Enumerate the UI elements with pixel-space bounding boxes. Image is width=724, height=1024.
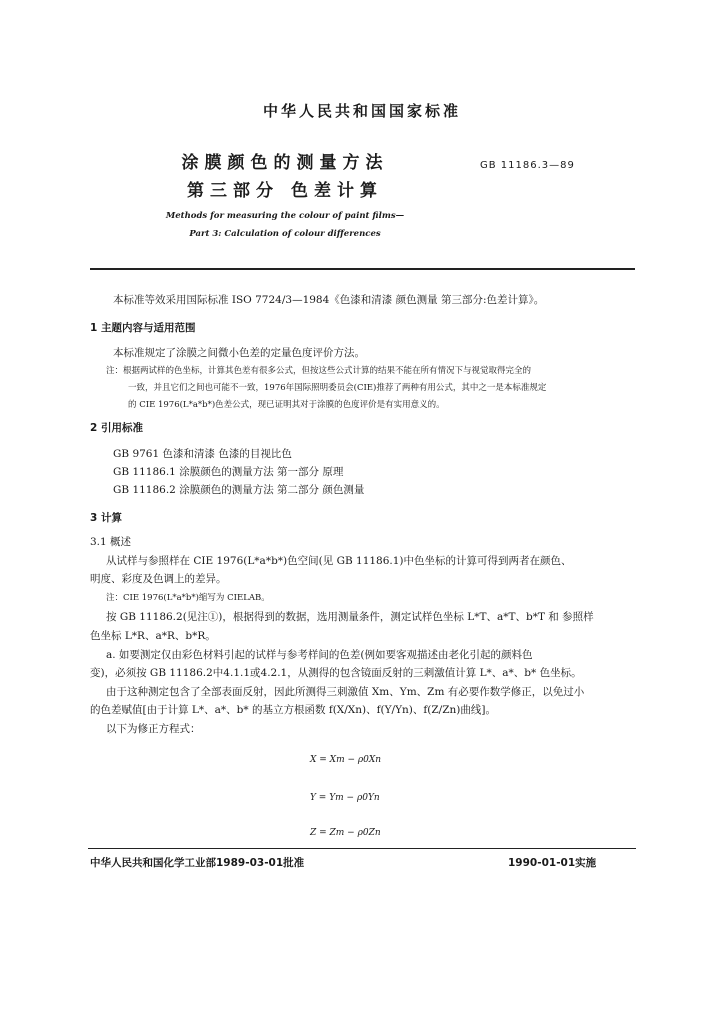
footer-divider <box>88 848 636 849</box>
section-3-p4-line1: 由于这种测定包含了全部表面反射，因此所测得三刺激值 Xm、Ym、Zm 有必要作数学修正，以免过小 <box>106 686 585 698</box>
section-3-p1-line2: 明度、彩度及色调上的差异。 <box>90 573 227 585</box>
document-title-line1: 涂膜颜色的测量方法 <box>181 153 389 173</box>
intro-paragraph: 本标准等效采用国际标准 ISO 7724/3—1984《色漆和清漆 颜色测量 第三部分:色差计算》。 <box>113 294 545 306</box>
reference-2: GB 11186.1 涂膜颜色的测量方法 第一部分 原理 <box>113 466 344 478</box>
section-1-note-line1: 注：根据两试样的色坐标，计算其色差有很多公式，但按这些公式计算的结果不能在所有情况下与视觉取得完全的 <box>106 366 532 376</box>
section-3-p1-line1: 从试样与参照样在 CIE 1976(L*a*b*)色空间(见 GB 11186.1)中色坐标的计算可得到两者在颜色、 <box>106 555 572 567</box>
header-divider <box>90 268 635 270</box>
section-3-p2-line2: 色坐标 L*R、a*R、b*R。 <box>90 630 216 642</box>
reference-1: GB 9761 色漆和清漆 色漆的目视比色 <box>113 448 292 460</box>
section-1-note-line2: 一致，并且它们之间也可能不一致，1976年国际照明委员会(CIE)推荐了两种有用公式，其中之一是本标准规定 <box>128 383 547 393</box>
english-title-line1: Methods for measuring the colour of paint films— <box>165 211 405 221</box>
formula-y: Y = Ym − ρ0Yn <box>310 793 380 803</box>
standard-number: GB 11186.3—89 <box>480 160 575 171</box>
formula-x: X = Xm − ρ0Xn <box>310 755 382 765</box>
section-3-note: 注：CIE 1976(L*a*b*)缩写为 CIELAB。 <box>106 593 270 603</box>
section-2-heading: 2 引用标准 <box>90 422 143 434</box>
section-1-text: 本标准规定了涂膜之间微小色差的定量色度评价方法。 <box>113 347 365 359</box>
footer-effective-date: 1990-01-01实施 <box>508 857 597 869</box>
section-3-heading: 3 计算 <box>90 512 122 524</box>
formula-z: Z = Zm − ρ0Zn <box>310 828 381 838</box>
section-1-heading: 1 主题内容与适用范围 <box>90 322 196 334</box>
section-3-p3-line1: a. 如要测定仅由彩色材料引起的试样与参考样间的色差(例如要客观描述由老化引起的颜料色 <box>106 649 533 661</box>
section-3-p2-line1: 按 GB 11186.2(见注①)，根据得到的数据，选用测量条件，测定试样色坐标 L*T、a*T、b*T 和 参照样 <box>106 611 594 623</box>
english-title-line2: Part 3: Calculation of colour differences <box>189 229 381 239</box>
footer-approval: 中华人民共和国化学工业部1989-03-01批准 <box>90 857 305 869</box>
section-3-p4-line2: 的色差赋值[由于计算 L*、a*、b* 的基立方根函数 f(X/Xn)、f(Y/Yn)、f(Z/Zn)曲线]。 <box>90 704 496 716</box>
section-3-p3-line2: 变)，必须按 GB 11186.2中4.1.1或4.2.1，从测得的包含镜面反射的三刺激值计算 L*、a*、b* 色坐标。 <box>90 667 582 679</box>
document-title-line2: 第三部分 色差计算 <box>187 181 383 201</box>
reference-3: GB 11186.2 涂膜颜色的测量方法 第二部分 颜色测量 <box>113 484 365 496</box>
section-1-note-line3: 的 CIE 1976(L*a*b*)色差公式，现已证明其对于涂膜的色度评价是有实用意义的。 <box>128 400 445 410</box>
section-3-1-heading: 3.1 概述 <box>90 536 132 548</box>
section-3-p5: 以下为修正方程式： <box>106 723 201 735</box>
national-standard-title: 中华人民共和国国家标准 <box>262 102 461 120</box>
